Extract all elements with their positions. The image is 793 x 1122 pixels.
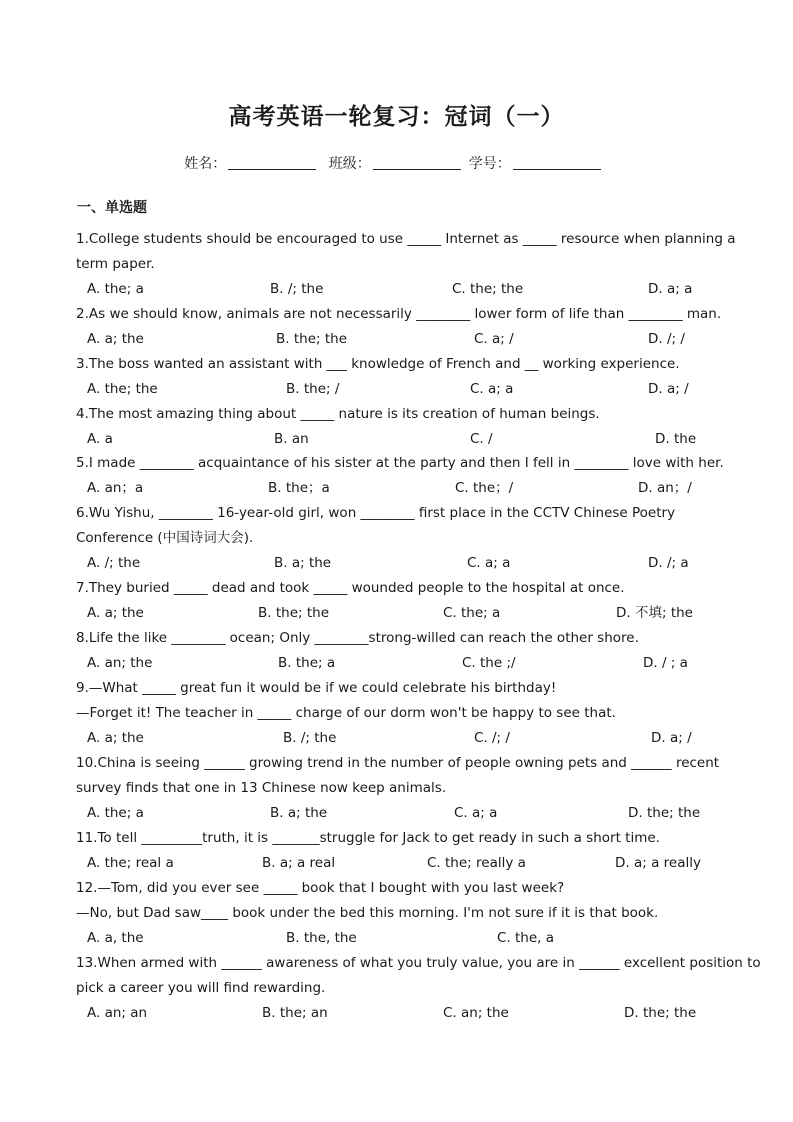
answer-option[interactable]: C. a; / bbox=[474, 331, 514, 347]
question-text-line: 1.College students should be encouraged to use _____ Internet as _____ resource when planning a bbox=[76, 231, 736, 247]
answer-option[interactable]: B. the；a bbox=[268, 480, 330, 496]
answer-option[interactable]: B. /; the bbox=[283, 730, 337, 746]
answer-option[interactable]: A. an；a bbox=[87, 480, 144, 496]
answer-option[interactable]: C. the ;/ bbox=[462, 655, 516, 671]
id-label: 学号： bbox=[468, 156, 511, 172]
class-label: 班级： bbox=[328, 156, 371, 172]
answer-option[interactable]: A. /; the bbox=[87, 555, 141, 571]
answer-option[interactable]: B. the, the bbox=[286, 930, 357, 946]
answer-option[interactable]: B. a; a real bbox=[262, 855, 336, 871]
answer-options bbox=[0, 851, 793, 876]
answer-option[interactable]: A. a; the bbox=[87, 331, 144, 347]
question-text-line: 3.The boss wanted an assistant with ___ knowledge of French and __ working experience. bbox=[76, 356, 680, 372]
answer-option[interactable]: D. a; a bbox=[648, 281, 693, 297]
answer-option[interactable]: D. a; / bbox=[648, 381, 689, 397]
answer-option[interactable]: A. a bbox=[87, 431, 113, 447]
answer-option[interactable]: D. a; a really bbox=[615, 855, 701, 871]
answer-option[interactable]: B. /; the bbox=[270, 281, 324, 297]
answer-option[interactable]: C. a; a bbox=[467, 555, 511, 571]
answer-options bbox=[0, 551, 793, 576]
question-text-line: 10.China is seeing ______ growing trend in the number of people owning pets and ______ recent bbox=[76, 755, 720, 771]
answer-option[interactable]: B. the; the bbox=[276, 331, 347, 347]
answer-option[interactable]: D. the bbox=[655, 431, 697, 447]
section-title: 一、单选题 bbox=[77, 200, 147, 216]
answer-option[interactable]: D. the; the bbox=[624, 1005, 697, 1021]
answer-option[interactable]: A. a; the bbox=[87, 605, 144, 621]
page-title: 高考英语一轮复习：冠词（一） bbox=[228, 104, 565, 130]
question-text-line: —Forget it! The teacher in _____ charge of our dorm won't be happy to see that. bbox=[76, 705, 616, 721]
answer-options bbox=[0, 476, 793, 501]
id-blank[interactable] bbox=[513, 155, 601, 170]
question-stem bbox=[76, 227, 736, 277]
question-stem bbox=[76, 501, 721, 551]
question-text-line: 2.As we should know, animals are not necessarily ________ lower form of life than ________ man. bbox=[76, 306, 722, 322]
question-stem bbox=[76, 576, 721, 601]
answer-options bbox=[0, 926, 793, 951]
question-text-line: 9.—What _____ great fun it would be if we could celebrate his birthday! bbox=[76, 680, 557, 696]
student-info bbox=[0, 153, 793, 173]
answer-option[interactable]: A. a, the bbox=[87, 930, 144, 946]
answer-option[interactable]: C. the; a bbox=[443, 605, 501, 621]
answer-option[interactable]: A. a; the bbox=[87, 730, 144, 746]
answer-options bbox=[0, 601, 793, 626]
answer-option[interactable]: C. the; the bbox=[452, 281, 524, 297]
question-text-line: 11.To tell _________truth, it is _______struggle for Jack to get ready in such a short time. bbox=[76, 830, 660, 846]
answer-option[interactable]: D. a; / bbox=[651, 730, 692, 746]
answer-option[interactable]: D. /; a bbox=[648, 555, 689, 571]
answer-option[interactable]: C. a; a bbox=[454, 805, 498, 821]
answer-option[interactable]: B. a; the bbox=[270, 805, 328, 821]
question-stem bbox=[76, 402, 721, 427]
question-text-line: Conference (中国诗词大会). bbox=[76, 530, 254, 546]
question-text-line: —No, but Dad saw____ book under the bed this morning. I'm not sure if it is that book. bbox=[76, 905, 659, 921]
question-stem bbox=[76, 451, 724, 476]
question-stem bbox=[76, 626, 721, 651]
name-blank[interactable] bbox=[228, 155, 316, 170]
question-stem bbox=[76, 876, 721, 926]
class-blank[interactable] bbox=[373, 155, 461, 170]
question-text-line: 4.The most amazing thing about _____ nature is its creation of human beings. bbox=[76, 406, 600, 422]
answer-option[interactable]: D. the; the bbox=[628, 805, 701, 821]
question-text-line: 5.I made ________ acquaintance of his sister at the party and then I fell in ________ love with her. bbox=[76, 455, 724, 471]
question-stem bbox=[76, 676, 721, 726]
answer-options bbox=[0, 327, 793, 352]
answer-option[interactable]: B. a; the bbox=[274, 555, 332, 571]
answer-option[interactable]: B. the; the bbox=[258, 605, 329, 621]
answer-option[interactable]: C. an; the bbox=[443, 1005, 509, 1021]
question-text-line: 6.Wu Yishu, ________ 16-year-old girl, won ________ first place in the CCTV Chinese Poetry bbox=[76, 505, 676, 521]
question-text-line: term paper. bbox=[76, 256, 155, 272]
question-stem bbox=[76, 951, 761, 1001]
answer-option[interactable]: B. the; a bbox=[278, 655, 336, 671]
answer-option[interactable]: C. / bbox=[470, 431, 493, 447]
answer-options bbox=[0, 1001, 793, 1026]
answer-options bbox=[0, 651, 793, 676]
question-text-line: 7.They buried _____ dead and took _____ wounded people to the hospital at once. bbox=[76, 580, 625, 596]
answer-option[interactable]: C. the; really a bbox=[427, 855, 526, 871]
answer-option[interactable]: C. the, a bbox=[497, 930, 555, 946]
answer-option[interactable]: A. the; a bbox=[87, 281, 144, 297]
answer-option[interactable]: B. the; / bbox=[286, 381, 340, 397]
answer-options bbox=[0, 377, 793, 402]
answer-option[interactable]: D. 不填; the bbox=[616, 605, 693, 621]
question-text-line: 8.Life the like ________ ocean; Only ________strong-willed can reach the other shore. bbox=[76, 630, 639, 646]
question-text-line: 13.When armed with ______ awareness of what you truly value, you are in ______ excellent position to bbox=[76, 955, 761, 971]
answer-option[interactable]: A. an; an bbox=[87, 1005, 148, 1021]
question-stem bbox=[76, 302, 721, 327]
answer-option[interactable]: A. the; the bbox=[87, 381, 158, 397]
question-text-line: pick a career you will find rewarding. bbox=[76, 980, 326, 996]
answer-option[interactable]: C. a; a bbox=[470, 381, 514, 397]
question-stem bbox=[76, 826, 721, 851]
answer-options bbox=[0, 801, 793, 826]
question-stem bbox=[76, 751, 721, 801]
question-text-line: survey finds that one in 13 Chinese now keep animals. bbox=[76, 780, 447, 796]
name-label: 姓名： bbox=[184, 156, 227, 172]
answer-options bbox=[0, 427, 793, 452]
answer-option[interactable]: B. the; an bbox=[262, 1005, 328, 1021]
answer-option[interactable]: A. the; a bbox=[87, 805, 144, 821]
answer-option[interactable]: D. an；/ bbox=[638, 480, 692, 496]
answer-options bbox=[0, 726, 793, 751]
question-text-line: 12.—Tom, did you ever see _____ book that I bought with you last week? bbox=[76, 880, 565, 896]
answer-option[interactable]: D. /; / bbox=[648, 331, 685, 347]
answer-option[interactable]: A. the; real a bbox=[87, 855, 174, 871]
question-stem bbox=[76, 352, 721, 377]
answer-option[interactable]: C. /; / bbox=[474, 730, 510, 746]
answer-options bbox=[0, 277, 793, 302]
answer-option[interactable]: B. an bbox=[274, 431, 309, 447]
answer-option[interactable]: D. / ; a bbox=[643, 655, 688, 671]
answer-option[interactable]: C. the；/ bbox=[455, 480, 514, 496]
answer-option[interactable]: A. an; the bbox=[87, 655, 153, 671]
